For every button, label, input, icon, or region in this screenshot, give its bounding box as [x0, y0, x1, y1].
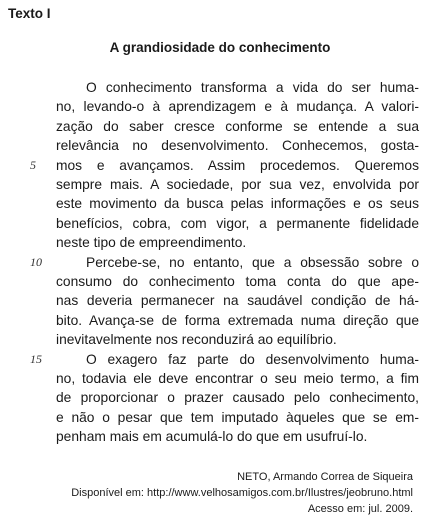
text-line: sempre mais. A sociedade, por sua vez, envolvida por: [56, 177, 419, 192]
text-line: inevitavelmente nos reconduzirá ao equilíbrio.: [56, 332, 337, 348]
line-number: 10: [30, 254, 42, 269]
article-title: A grandiosidade do conhecimento: [109, 40, 331, 55]
text-line: O conhecimento transforma a vida do ser huma-: [86, 80, 419, 95]
text-line: penham mais em acumulá-lo do que em usufruí-lo.: [56, 429, 368, 445]
text-line: e não o pesar que tem imputado àqueles que se em-: [56, 409, 419, 425]
text-line: O exagero faz parte do desenvolvimento huma-: [86, 351, 419, 367]
text-line: mos e avançamos. Assim procedemos. Queremos: [56, 157, 419, 173]
text-line: Percebe-se, no entanto, que a obsessão sobre o: [86, 254, 419, 270]
text-line: consumo do conhecimento toma conta do que ape-: [56, 274, 419, 289]
text-line: relevância no desenvolvimento. Conhecemos, gosta-: [56, 138, 419, 154]
text-line: no, levando-o à aprendizagem e à mudança. A valori-: [56, 99, 419, 115]
text-line: neste tipo de empreendimento.: [56, 235, 247, 251]
text-label: Texto I: [8, 6, 51, 21]
source-url: Disponível em: http://www.velhosamigos.com.br/Ilustres/jeobruno.html: [71, 487, 413, 499]
text-line: zação do saber cresce conforme se entende a sua: [56, 118, 419, 134]
text-line: benefícios, cobra, com vigor, a permanente fidelidade: [56, 215, 419, 231]
text-line: este movimento da busca pelas informações e os seus: [56, 196, 419, 212]
text-line: de proporcionar o prazer causado pelo conhecimento,: [56, 390, 419, 406]
text-line: no, todavia ele deve encontrar o seu meio termo, a fim: [56, 371, 419, 386]
line-number: 15: [30, 351, 42, 366]
text-line: nas deveria permanecer na saudável condição de há-: [56, 293, 419, 309]
source-author: NETO, Armando Correa de Siqueira: [237, 471, 413, 483]
text-line: bito. Avança-se de forma extremada numa direção que: [56, 312, 419, 328]
source-access-date: Acesso em: jul. 2009.: [307, 503, 413, 515]
line-number: 5: [30, 157, 36, 172]
